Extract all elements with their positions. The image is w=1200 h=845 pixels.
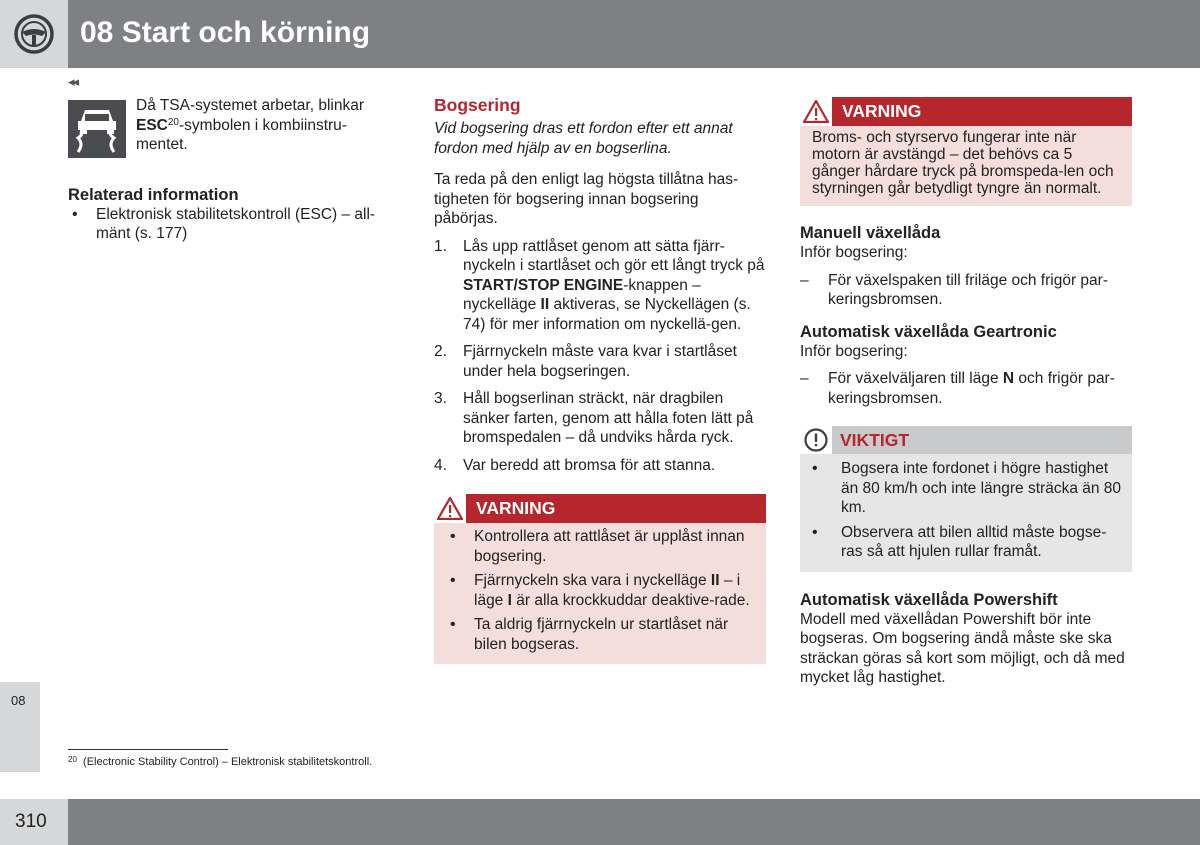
warning-box [434,494,766,664]
chapter-side-tab [0,682,40,772]
manual-heading: Manuell växellåda [800,224,941,242]
warning-triangle-icon [434,494,466,523]
page-number-tab [0,799,68,845]
step-3: 3. Håll bogserlinan sträckt, när dragbilen sänker farten, genom att hålla foten lätt på bromspedalen – då undviks hårda ryck. [434,390,754,446]
chapter-header [0,0,1200,68]
esc-paragraph: Då TSA-systemet arbetar, blinkar ESC$^{20}$-symbolen i kombiinstru-mentet. [136,97,364,153]
towing-heading: Bogsering [434,95,521,115]
back-arrows-icon[interactable]: ◂◂ [68,74,78,89]
warning-body [434,523,766,664]
towing-intro: Vid bogsering dras ett fordon efter ett annat fordon med hjälp av en bogserlina. [434,120,733,157]
warning-box-servo [800,97,1132,206]
important-body [800,454,1132,572]
warning-item: • Kontrollera att rattlåset är upplåst innan bogsering. [446,527,754,566]
esc-skid-car-icon [68,100,126,158]
warning-label: VARNING [476,498,556,518]
powershift-heading: Automatisk växellåda Powershift [800,590,1058,609]
page-number: 310 [15,811,47,832]
steering-wheel-icon [14,14,54,54]
warning-text: Broms- och styrservo fungerar inte när motorn är avstängd – det behövs ca 5 gånger hårdare tryck på bromspeda-len och styrningen går betydligt tyngre än normalt. [812,129,1114,197]
important-item: • Bogsera inte fordonet i högre hastighet än 80 km/h och inte längre sträcka än 80 km. [808,459,1124,518]
step-4: 4. Var beredd att bromsa för att stanna. [434,456,716,474]
column-middle [434,95,766,664]
manual-item: – För växelspaken till friläge och frigör par-keringsbromsen. [800,271,1132,310]
step-2: 2. Fjärrnyckeln måste vara kvar i startlåset under hela bogseringen. [434,343,737,380]
geartronic-item: – För växelväljaren till läge N och frigör par-keringsbromsen. [800,369,1132,408]
footnote: $^{20}$ (Electronic Stability Control) – Elektronisk stabilitetskontroll. [68,755,373,768]
towing-para: Ta reda på den enligt lag högsta tillåtna has-tigheten för bogsering innan bogsering påbörjas. [434,171,739,227]
side-tab-label: 08 [11,693,26,708]
page-footer [0,799,1200,845]
geartronic-lead: Inför bogsering: [800,342,908,360]
warning-item: • Ta aldrig fjärrnyckeln ur startlåset när bilen bogseras. [446,615,754,654]
column-right [800,97,1132,688]
important-item: • Observera att bilen alltid måste bogse-ras så att hjulen rullar framåt. [808,523,1124,562]
warning-triangle-icon [800,97,832,126]
important-box [800,426,1132,572]
column-left [68,96,390,244]
chapter-icon-tab [0,0,68,68]
powershift-text: Modell med växellådan Powershift bör inte bogseras. Om bogsering ändå måste ske ska sträckan göras så kort som möjligt, och då med mycket låg hastighet. [800,610,1125,686]
exclamation-circle-icon [800,426,832,454]
warning-header [434,494,766,523]
related-heading: Relaterad information [68,185,239,204]
step-1: 1. Lås upp rattlåset genom att sätta fjärr-nyckeln i startlåset och gör ett långt tryck på START/STOP ENGINE-knappen – nyckelläge II aktiveras, se Nyckellägen (s. 74) för mer information om nyckellä-gen. [434,237,765,333]
related-link[interactable]: • Elektronisk stabilitetskontroll (ESC) – all-mänt (s. 177) [68,205,390,244]
warning-item: • Fjärrnyckeln ska vara i nyckelläge II – i läge I är alla krockkuddar deaktive-rade. [446,571,754,610]
warning-header [800,97,1132,126]
warning-label: VARNING [842,101,922,121]
manual-lead: Inför bogsering: [800,244,908,261]
important-header [800,426,1132,454]
important-label: VIKTIGT [840,430,910,450]
footnote-divider [68,749,228,750]
geartronic-heading: Automatisk växellåda Geartronic [800,322,1057,341]
chapter-title: 08 Start och körning [80,16,371,49]
